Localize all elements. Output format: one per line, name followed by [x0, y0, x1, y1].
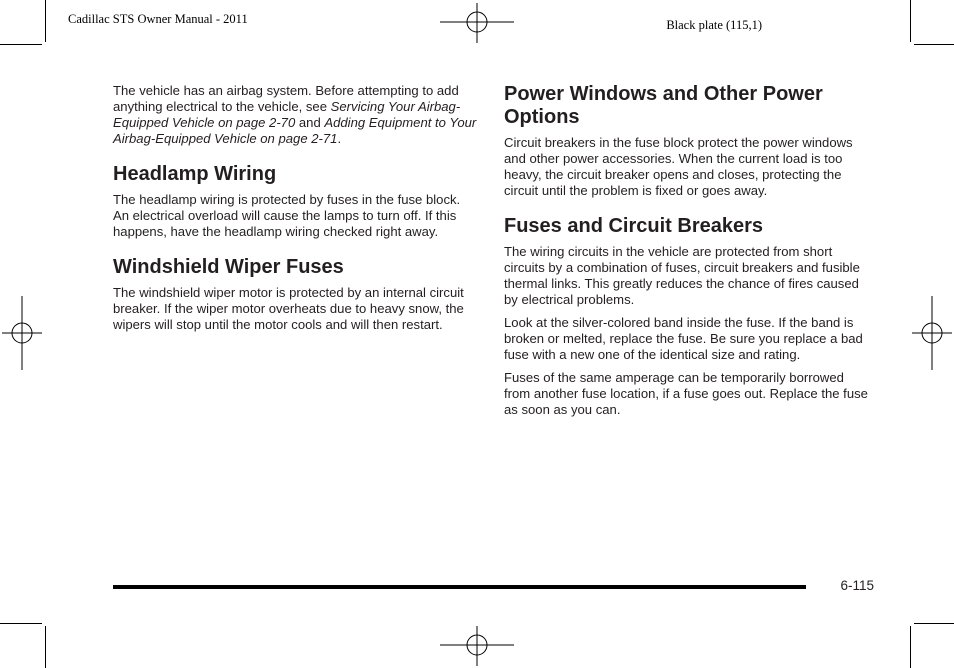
link-servicing-airbag[interactable]: Servicing Your Airbag-Equipped Vehicle on page 2-70 [113, 99, 461, 130]
left-column [113, 83, 478, 340]
right-column [504, 83, 870, 425]
registration-mark-top [440, 3, 514, 43]
heading-windshield-wiper-fuses: Windshield Wiper Fuses [113, 256, 344, 278]
crop-mark [914, 623, 954, 624]
heading-fuses-circuit-breakers: Fuses and Circuit Breakers [504, 215, 763, 237]
intro-paragraph: The vehicle has an airbag system. Before attempting to add anything electrical to the vehicle, see Servicing Your Airbag-Equipped Vehicle on page 2-70 and Adding Equipment to Your Airbag-Equipped Vehicle on page 2-71. [113, 83, 477, 146]
crop-mark [0, 44, 42, 45]
crop-mark [0, 623, 42, 624]
paragraph-fuses-3: Fuses of the same amperage can be temporarily borrowed from another fuse location, if a fuse goes out. Replace the fuse as soon as you can. [504, 370, 868, 417]
registration-mark-bottom [440, 626, 514, 666]
paragraph-fuses-2: Look at the silver-colored band inside the fuse. If the band is broken or melted, replace the fuse. Be sure you replace a bad fuse with a new one of the identical size and rating. [504, 315, 863, 362]
paragraph-headlamp-wiring: The headlamp wiring is protected by fuses in the fuse block. An electrical overload will cause the lamps to turn off. If this happens, have the headlamp wiring checked right away. [113, 192, 461, 239]
crop-mark [914, 44, 954, 45]
crop-mark [45, 0, 46, 42]
heading-headlamp-wiring: Headlamp Wiring [113, 163, 277, 185]
registration-mark-right [912, 296, 952, 370]
crop-mark [45, 626, 46, 668]
page-number: 6-115 [840, 578, 874, 593]
footer-rule [113, 585, 806, 589]
paragraph-power-windows: Circuit breakers in the fuse block protect the power windows and other power accessories. When the current load is too heavy, the circuit breaker opens and closes, protecting the circuit until the problem is fixed or goes away. [504, 135, 853, 198]
registration-mark-left [2, 296, 42, 370]
paragraph-windshield-wiper-fuses: The windshield wiper motor is protected by an internal circuit breaker. If the wiper motor overheats due to heavy snow, the wipers will stop until the motor cools and will then restart. [113, 285, 464, 332]
crop-mark [910, 0, 911, 42]
header-plate-info: Black plate (115,1) [666, 18, 762, 32]
heading-power-windows: Power Windows and Other Power Options [504, 83, 823, 128]
link-adding-equipment[interactable]: Adding Equipment to Your Airbag-Equipped Vehicle on page 2-71 [113, 115, 477, 146]
header-manual-title: Cadillac STS Owner Manual - 2011 [68, 12, 248, 26]
paragraph-fuses-1: The wiring circuits in the vehicle are protected from short circuits by a combination of fuses, circuit breakers and fusible thermal links. This greatly reduces the chance of fires caused by electrical problems. [504, 244, 860, 307]
crop-mark [910, 626, 911, 668]
